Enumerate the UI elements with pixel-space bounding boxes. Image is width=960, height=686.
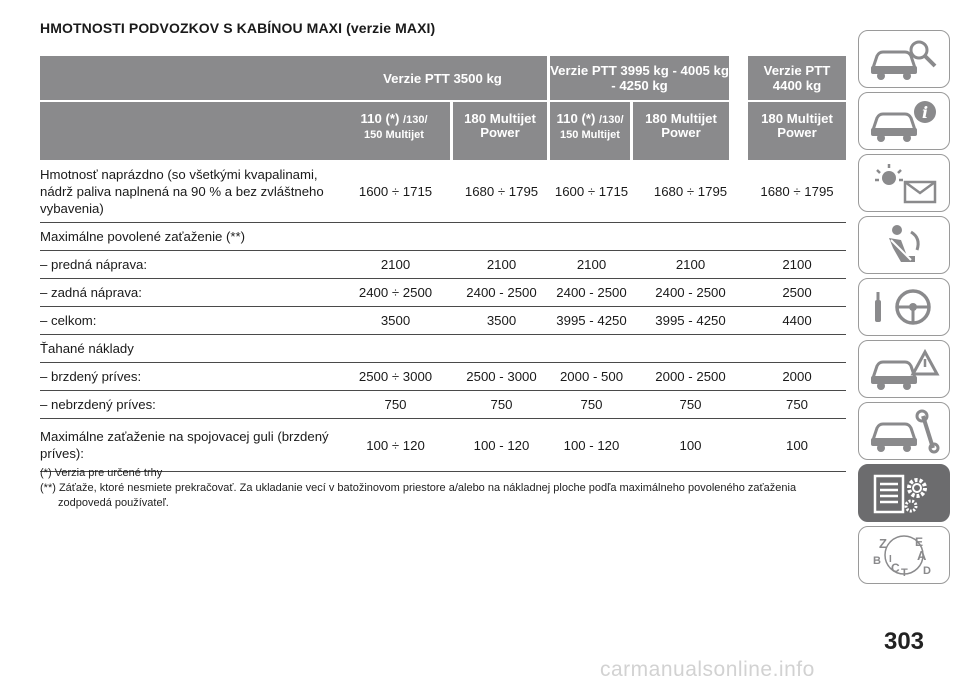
row-value: 100 - 120: [453, 419, 550, 472]
table-row: [40, 335, 846, 363]
footnote: (*) Verzia pre určené trhy: [40, 467, 163, 479]
row-label: – predná náprava:: [40, 251, 338, 279]
row-value: 2000: [748, 363, 846, 391]
tab-safety[interactable]: [858, 216, 950, 274]
specs-gear-icon: [867, 470, 941, 516]
table-row: [40, 363, 846, 391]
watermark: carmanualsonline.info: [600, 658, 815, 681]
engine-header: 110 (*) /130/ 150 Multijet: [338, 100, 450, 160]
engine-header: 180 Multijet Power: [633, 100, 729, 160]
row-value: 2400 - 2500: [453, 279, 550, 307]
svg-text:B: B: [873, 555, 881, 567]
row-value: 1680 ÷ 1795: [633, 160, 748, 223]
warning-light-message-icon: [867, 160, 941, 206]
row-label: – zadná náprava:: [40, 279, 338, 307]
row-value: 3500: [453, 307, 550, 335]
row-value: 2100: [748, 251, 846, 279]
svg-text:A: A: [917, 548, 927, 563]
row-value: 100 ÷ 120: [338, 419, 453, 472]
row-value: 750: [550, 391, 633, 419]
tab-driving[interactable]: [858, 278, 950, 336]
row-value: 750: [633, 391, 748, 419]
row-value: [550, 335, 633, 363]
row-value: 100: [748, 419, 846, 472]
row-value: [633, 223, 748, 251]
row-value: 2400 - 2500: [550, 279, 633, 307]
tab-car-search[interactable]: [858, 30, 950, 88]
page-number: 303: [883, 628, 925, 655]
engine-header: 180 Multijet Power: [453, 100, 547, 160]
car-info-icon: [867, 98, 941, 144]
tab-technical-data[interactable]: [858, 464, 950, 522]
row-label: – nebrzdený príves:: [40, 391, 338, 419]
row-value: 1600 ÷ 1715: [550, 160, 633, 223]
row-value: 750: [338, 391, 453, 419]
row-value: [338, 335, 453, 363]
row-label: – celkom:: [40, 307, 338, 335]
svg-text:I: I: [889, 554, 892, 565]
row-value: 2500 ÷ 3000: [338, 363, 453, 391]
weights-table: [40, 56, 846, 472]
table-row: [40, 160, 846, 223]
engine-header: 110 (*) /130/ 150 Multijet: [550, 100, 630, 160]
row-value: 750: [453, 391, 550, 419]
row-label: Hmotnosť naprázdno (so všetkými kvapalinami, nádrž paliva naplnená na 90 % a bez zvláštneho vybavenia): [40, 160, 338, 223]
row-value: 2400 ÷ 2500: [338, 279, 453, 307]
row-label: Maximálne povolené zaťaženie (**): [40, 223, 338, 251]
car-wrench-icon: [867, 408, 941, 454]
row-value: 2100: [633, 251, 748, 279]
car-search-icon: [867, 36, 941, 82]
svg-text:D: D: [923, 565, 931, 577]
row-value: 2400 - 2500: [633, 279, 748, 307]
tab-maintenance[interactable]: [858, 402, 950, 460]
row-value: 2100: [453, 251, 550, 279]
row-value: 1680 ÷ 1795: [453, 160, 550, 223]
car-warning-triangle-icon: [867, 346, 941, 392]
table-row: [40, 391, 846, 419]
row-value: 4400: [748, 307, 846, 335]
row-value: 3995 - 4250: [550, 307, 633, 335]
header-empty-cell: [40, 56, 338, 100]
engine-header: 180 Multijet Power: [748, 100, 846, 160]
row-value: [550, 223, 633, 251]
table-row: [40, 419, 846, 472]
footnotes: [40, 466, 830, 511]
row-label: Maximálne zaťaženie na spojovacej guli (brzdený príves):: [40, 419, 338, 472]
row-value: [748, 223, 846, 251]
table-row: [40, 307, 846, 335]
version-header: Verzie PTT 4400 kg: [748, 56, 846, 100]
row-value: 750: [748, 391, 846, 419]
svg-text:Z: Z: [879, 536, 887, 551]
row-value: 2100: [338, 251, 453, 279]
row-value: 2100: [550, 251, 633, 279]
row-value: [453, 335, 550, 363]
footnote: (**) Záťaže, ktoré nesmiete prekračovať. Za ukladanie vecí v batožinovom priestore a/alebo na nákladnej ploche podľa maximálneho povoleného zaťaženia zodpovedá používateľ.: [40, 482, 797, 509]
row-value: 2000 - 500: [550, 363, 633, 391]
tab-car-info[interactable]: [858, 92, 950, 150]
row-value: [453, 223, 550, 251]
tab-emergency[interactable]: [858, 340, 950, 398]
row-value: 100 - 120: [550, 419, 633, 472]
table-row: [40, 279, 846, 307]
svg-text:C: C: [891, 561, 900, 575]
steering-wheel-key-icon: [867, 284, 941, 330]
table-row: [40, 223, 846, 251]
header-empty-cell: [40, 100, 338, 160]
row-value: [338, 223, 453, 251]
row-value: 2500 - 3000: [453, 363, 550, 391]
row-value: 3500: [338, 307, 453, 335]
row-value: 100: [633, 419, 748, 472]
row-value: 1600 ÷ 1715: [338, 160, 453, 223]
row-value: [748, 335, 846, 363]
row-value: 2500: [748, 279, 846, 307]
row-value: [633, 335, 748, 363]
svg-text:E: E: [915, 535, 924, 549]
tab-warning-lights[interactable]: [858, 154, 950, 212]
version-header: Verzie PTT 3995 kg - 4005 kg - 4250 kg: [550, 56, 729, 100]
table-row: [40, 251, 846, 279]
svg-text:i: i: [921, 103, 929, 122]
row-value: 3995 - 4250: [633, 307, 748, 335]
row-value: 1680 ÷ 1795: [748, 160, 846, 223]
alphabet-index-icon: [867, 532, 941, 578]
page-title: HMOTNOSTI PODVOZKOV S KABÍNOU MAXI (verzie MAXI): [40, 20, 436, 36]
row-label: – brzdený príves:: [40, 363, 338, 391]
svg-text:T: T: [901, 567, 908, 578]
row-value: 2000 - 2500: [633, 363, 748, 391]
seat-airbag-icon: [867, 222, 941, 268]
row-label: Ťahané náklady: [40, 335, 338, 363]
tab-index[interactable]: [858, 526, 950, 584]
version-header: Verzie PTT 3500 kg: [338, 56, 547, 100]
